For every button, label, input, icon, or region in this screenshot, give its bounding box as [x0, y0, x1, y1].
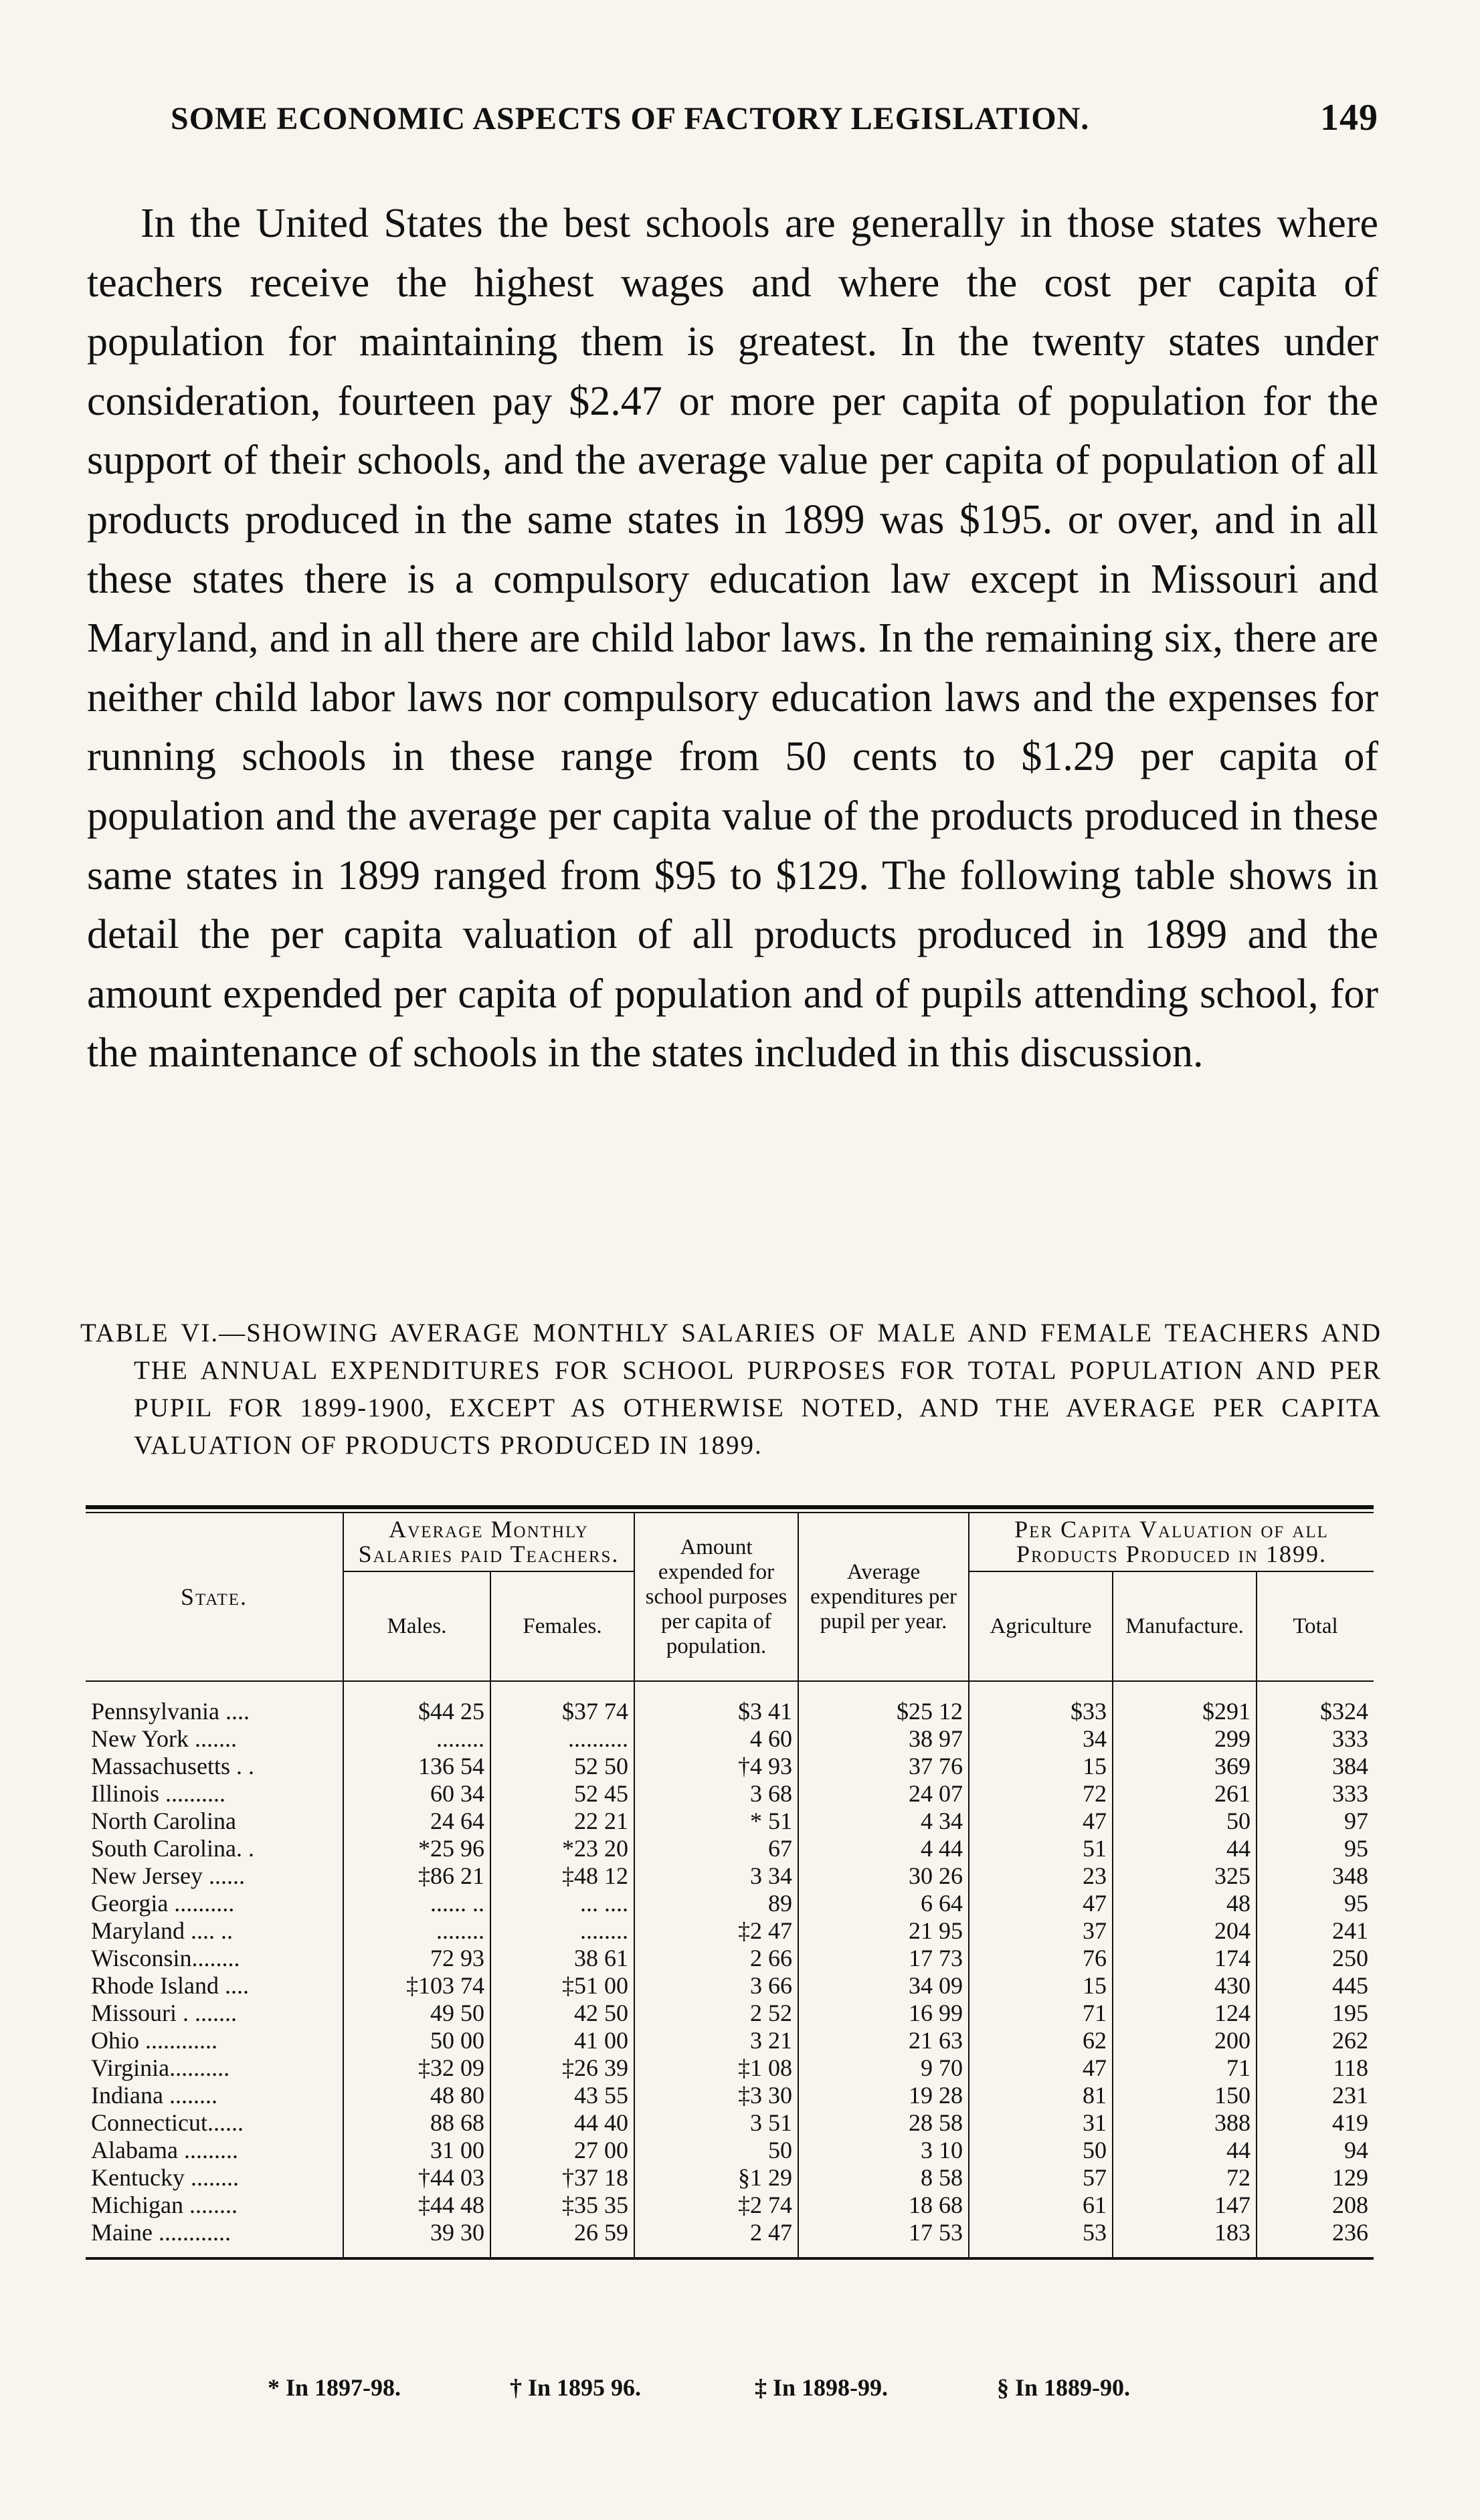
cell-males: 72 93: [343, 1945, 490, 1972]
table-row: [86, 1808, 1374, 1835]
cell-manu: 48: [1113, 1890, 1257, 1917]
cell-per-pupil: 37 76: [798, 1753, 969, 1780]
cell-state: Pennsylvania ....: [91, 1698, 250, 1725]
cell-females: ‡51 00: [490, 1972, 634, 2000]
cell-males: 88 68: [343, 2109, 490, 2137]
table-row: [86, 1753, 1374, 1780]
footnote-1889: § In 1889-90.: [997, 2374, 1131, 2401]
cell-state: Illinois ..........: [91, 1780, 226, 1807]
cell-manu: 72: [1113, 2164, 1257, 2192]
cell-total: 94: [1257, 2137, 1374, 2164]
table-caption: [80, 1315, 1382, 1464]
cell-state: Alabama .........: [91, 2137, 238, 2163]
cell-females: ‡26 39: [490, 2054, 634, 2082]
cell-manu: 388: [1113, 2109, 1257, 2137]
table-row: [86, 1972, 1374, 2000]
header-salaries-group: Average Monthly Salaries paid Teachers.: [343, 1513, 634, 1571]
cell-state: Maine ............: [91, 2219, 231, 2246]
table-row: [86, 2219, 1374, 2257]
table-row: [86, 2192, 1374, 2219]
cell-state: Michigan ........: [91, 2192, 238, 2218]
cell-females: †37 18: [490, 2164, 634, 2192]
cell-females: 52 50: [490, 1753, 634, 1780]
table-row: [86, 1945, 1374, 1972]
cell-per-capita: 89: [634, 1890, 798, 1917]
cell-males: ‡103 74: [343, 1972, 490, 2000]
cell-manu: 430: [1113, 1972, 1257, 2000]
statistics-table: [86, 1513, 1374, 2257]
cell-per-pupil: 3 10: [798, 2137, 969, 2164]
cell-per-pupil: 21 95: [798, 1917, 969, 1945]
cell-per-capita: 3 66: [634, 1972, 798, 2000]
cell-state: Missouri . .......: [91, 2000, 238, 2026]
cell-total: 208: [1257, 2192, 1374, 2219]
header-agriculture: Agriculture: [969, 1571, 1113, 1681]
cell-agri: 61: [969, 2192, 1113, 2219]
table-row: [86, 1725, 1374, 1753]
cell-manu: 299: [1113, 1725, 1257, 1753]
cell-per-pupil: 6 64: [798, 1890, 969, 1917]
cell-per-capita: 2 47: [634, 2219, 798, 2257]
cell-per-pupil: 17 73: [798, 1945, 969, 1972]
cell-per-pupil: 28 58: [798, 2109, 969, 2137]
statistics-table-wrapper: [86, 1505, 1374, 2260]
cell-males: ‡32 09: [343, 2054, 490, 2082]
cell-per-capita: 50: [634, 2137, 798, 2164]
cell-males: 50 00: [343, 2027, 490, 2054]
table-caption-text: TABLE VI.—SHOWING AVERAGE MONTHLY SALARIES OF MALE AND FEMALE TEACHERS AND THE ANNUAL EXPENDITURES FOR SCHOOL PURPOSES FOR TOTAL POPULATION AND PER PUPIL FOR 1899-1900, EXCEPT AS OTHERWISE NOTED, AND THE AVERAGE PER CAPITA VALUATION OF PRODUCTS PRODUCED IN 1899.: [80, 1319, 1382, 1460]
cell-manu: 183: [1113, 2219, 1257, 2257]
table-row: [86, 2109, 1374, 2137]
cell-females: ........: [490, 1917, 634, 1945]
cell-per-pupil: 38 97: [798, 1725, 969, 1753]
cell-manu: 71: [1113, 2054, 1257, 2082]
cell-per-capita: ‡1 08: [634, 2054, 798, 2082]
table-bottom-rule: [86, 2257, 1374, 2260]
table-row: [86, 2164, 1374, 2192]
header-avg-per-pupil: Average expenditures per pupil per year.: [798, 1513, 969, 1681]
cell-per-capita: 3 21: [634, 2027, 798, 2054]
cell-state: Georgia ..........: [91, 1890, 235, 1917]
cell-manu: 369: [1113, 1753, 1257, 1780]
cell-females: 52 45: [490, 1780, 634, 1808]
cell-males: 60 34: [343, 1780, 490, 1808]
cell-males: 136 54: [343, 1753, 490, 1780]
cell-per-pupil: 4 34: [798, 1808, 969, 1835]
cell-manu: 174: [1113, 1945, 1257, 1972]
cell-males: ‡44 48: [343, 2192, 490, 2219]
table-row: [86, 1890, 1374, 1917]
body-paragraph-block: [87, 194, 1378, 1083]
table-row: [86, 2054, 1374, 2082]
cell-agri: 31: [969, 2109, 1113, 2137]
cell-males: $44 25: [343, 1681, 490, 1725]
header-amount-expended: Amount expended for school purposes per capita of population.: [634, 1513, 798, 1681]
table-row: [86, 1780, 1374, 1808]
cell-per-pupil: 34 09: [798, 1972, 969, 2000]
cell-per-pupil: 16 99: [798, 2000, 969, 2027]
table-row: [86, 2027, 1374, 2054]
cell-agri: 53: [969, 2219, 1113, 2257]
cell-males: 49 50: [343, 2000, 490, 2027]
cell-females: 44 40: [490, 2109, 634, 2137]
header-females: Females.: [490, 1571, 634, 1681]
cell-agri: 51: [969, 1835, 1113, 1862]
cell-per-capita: 3 68: [634, 1780, 798, 1808]
cell-state: New Jersey ......: [91, 1862, 245, 1889]
cell-agri: 47: [969, 1890, 1113, 1917]
page-number: 149: [1320, 97, 1378, 138]
cell-total: 445: [1257, 1972, 1374, 2000]
cell-agri: 62: [969, 2027, 1113, 2054]
cell-manu: 44: [1113, 2137, 1257, 2164]
cell-per-pupil: $25 12: [798, 1681, 969, 1725]
cell-manu: 44: [1113, 1835, 1257, 1862]
cell-females: ... ....: [490, 1890, 634, 1917]
cell-per-capita: $3 41: [634, 1681, 798, 1725]
cell-total: 250: [1257, 1945, 1374, 1972]
cell-manu: 50: [1113, 1808, 1257, 1835]
cell-agri: 76: [969, 1945, 1113, 1972]
cell-agri: 81: [969, 2082, 1113, 2109]
cell-per-pupil: 24 07: [798, 1780, 969, 1808]
header-valuation-group: Per Capita Valuation of all Products Produced in 1899.: [969, 1513, 1374, 1571]
cell-manu: 124: [1113, 2000, 1257, 2027]
cell-males: *25 96: [343, 1835, 490, 1862]
cell-total: 118: [1257, 2054, 1374, 2082]
cell-agri: 34: [969, 1725, 1113, 1753]
cell-total: 97: [1257, 1808, 1374, 1835]
cell-females: 22 21: [490, 1808, 634, 1835]
cell-males: 24 64: [343, 1808, 490, 1835]
header-manufacture: Manufacture.: [1113, 1571, 1257, 1681]
header-males: Males.: [343, 1571, 490, 1681]
table-row: [86, 1917, 1374, 1945]
cell-per-capita: 2 66: [634, 1945, 798, 1972]
cell-total: $324: [1257, 1681, 1374, 1725]
cell-state: Wisconsin........: [91, 1945, 240, 1971]
cell-per-capita: ‡3 30: [634, 2082, 798, 2109]
table-top-rule: [86, 1505, 1374, 1509]
cell-state: Ohio ............: [91, 2027, 217, 2054]
cell-per-capita: §1 29: [634, 2164, 798, 2192]
table-row: [86, 2082, 1374, 2109]
cell-per-capita: 2 52: [634, 2000, 798, 2027]
cell-state: Rhode Island ....: [91, 1972, 249, 1999]
cell-males: †44 03: [343, 2164, 490, 2192]
cell-manu: 204: [1113, 1917, 1257, 1945]
cell-total: 231: [1257, 2082, 1374, 2109]
cell-agri: 15: [969, 1753, 1113, 1780]
cell-manu: $291: [1113, 1681, 1257, 1725]
cell-per-capita: * 51: [634, 1808, 798, 1835]
cell-per-capita: †4 93: [634, 1753, 798, 1780]
header-state: State.: [86, 1513, 343, 1681]
cell-agri: 47: [969, 1808, 1113, 1835]
cell-per-pupil: 8 58: [798, 2164, 969, 2192]
cell-females: *23 20: [490, 1835, 634, 1862]
cell-agri: $33: [969, 1681, 1113, 1725]
cell-per-pupil: 17 53: [798, 2219, 969, 2257]
cell-state: Connecticut......: [91, 2109, 244, 2136]
cell-per-capita: 67: [634, 1835, 798, 1862]
footnote-1897: * In 1897-98.: [268, 2374, 401, 2401]
cell-agri: 47: [969, 2054, 1113, 2082]
cell-females: ..........: [490, 1725, 634, 1753]
cell-agri: 71: [969, 2000, 1113, 2027]
cell-per-capita: 4 60: [634, 1725, 798, 1753]
cell-males: 48 80: [343, 2082, 490, 2109]
cell-total: 384: [1257, 1753, 1374, 1780]
cell-per-capita: 3 34: [634, 1862, 798, 1890]
cell-total: 129: [1257, 2164, 1374, 2192]
cell-total: 262: [1257, 2027, 1374, 2054]
header-total: Total: [1257, 1571, 1374, 1681]
cell-per-pupil: 18 68: [798, 2192, 969, 2219]
cell-total: 95: [1257, 1835, 1374, 1862]
cell-per-pupil: 21 63: [798, 2027, 969, 2054]
cell-manu: 147: [1113, 2192, 1257, 2219]
cell-males: ........: [343, 1725, 490, 1753]
cell-males: ‡86 21: [343, 1862, 490, 1890]
cell-state: South Carolina. .: [91, 1835, 254, 1862]
cell-state: Kentucky ........: [91, 2164, 239, 2191]
cell-agri: 57: [969, 2164, 1113, 2192]
cell-manu: 261: [1113, 1780, 1257, 1808]
cell-per-capita: 3 51: [634, 2109, 798, 2137]
cell-females: 38 61: [490, 1945, 634, 1972]
table-row: [86, 2137, 1374, 2164]
cell-agri: 37: [969, 1917, 1113, 1945]
cell-agri: 50: [969, 2137, 1113, 2164]
cell-agri: 72: [969, 1780, 1113, 1808]
body-paragraph: In the United States the best schools are generally in those states where teachers receive the highest wages and where the cost per capita of population for maintaining them is greatest. In the twenty states under consideration, fourteen pay $2.47 or more per capita of population for the support of their schools, and the average value per capita of population of all products produced in the same states in 1899 was $195. or over, and in all these states there is a compulsory education law except in Missouri and Maryland, and in all there are child labor laws. In the remaining six, there are neither child labor laws nor compulsory education laws and the expenses for running schools in these range from 50 cents to $1.29 per capita of population and the average per capita value of the products produced in these same states in 1899 ranged from $95 to $129. The following table shows in detail the per capita valuation of all products produced in 1899 and the amount expended per capita of population and of pupils attending school, for the maintenance of schools in the states included in this discussion.: [87, 201, 1378, 1076]
cell-males: ........: [343, 1917, 490, 1945]
cell-females: ‡35 35: [490, 2192, 634, 2219]
cell-agri: 15: [969, 1972, 1113, 2000]
cell-males: 39 30: [343, 2219, 490, 2257]
table-row: [86, 1681, 1374, 1725]
cell-females: 27 00: [490, 2137, 634, 2164]
cell-total: 241: [1257, 1917, 1374, 1945]
cell-per-capita: ‡2 74: [634, 2192, 798, 2219]
cell-total: 348: [1257, 1862, 1374, 1890]
cell-females: 41 00: [490, 2027, 634, 2054]
cell-females: $37 74: [490, 1681, 634, 1725]
cell-manu: 325: [1113, 1862, 1257, 1890]
table-row: [86, 2000, 1374, 2027]
cell-manu: 200: [1113, 2027, 1257, 2054]
cell-state: Massachusetts . .: [91, 1753, 254, 1779]
cell-state: North Carolina: [91, 1808, 236, 1834]
cell-state: Virginia..........: [91, 2054, 230, 2081]
cell-state: Maryland .... ..: [91, 1917, 233, 1944]
cell-total: 333: [1257, 1725, 1374, 1753]
cell-males: 31 00: [343, 2137, 490, 2164]
cell-manu: 150: [1113, 2082, 1257, 2109]
cell-females: 43 55: [490, 2082, 634, 2109]
cell-agri: 23: [969, 1862, 1113, 1890]
cell-per-pupil: 19 28: [798, 2082, 969, 2109]
running-title: SOME ECONOMIC ASPECTS OF FACTORY LEGISLATION.: [171, 101, 1090, 136]
cell-females: 26 59: [490, 2219, 634, 2257]
cell-state: Indiana ........: [91, 2082, 217, 2109]
cell-state: New York .......: [91, 1725, 238, 1752]
cell-total: 333: [1257, 1780, 1374, 1808]
footnote-1898: ‡ In 1898-99.: [755, 2374, 889, 2401]
cell-females: 42 50: [490, 2000, 634, 2027]
cell-total: 419: [1257, 2109, 1374, 2137]
table-row: [86, 1835, 1374, 1862]
cell-total: 236: [1257, 2219, 1374, 2257]
cell-total: 95: [1257, 1890, 1374, 1917]
table-body: [86, 1681, 1374, 2257]
cell-per-pupil: 4 44: [798, 1835, 969, 1862]
cell-males: ...... ..: [343, 1890, 490, 1917]
cell-total: 195: [1257, 2000, 1374, 2027]
cell-females: ‡48 12: [490, 1862, 634, 1890]
cell-per-pupil: 30 26: [798, 1862, 969, 1890]
cell-per-pupil: 9 70: [798, 2054, 969, 2082]
footnote-1895: † In 1895 96.: [510, 2374, 642, 2401]
table-row: [86, 1862, 1374, 1890]
cell-per-capita: ‡2 47: [634, 1917, 798, 1945]
